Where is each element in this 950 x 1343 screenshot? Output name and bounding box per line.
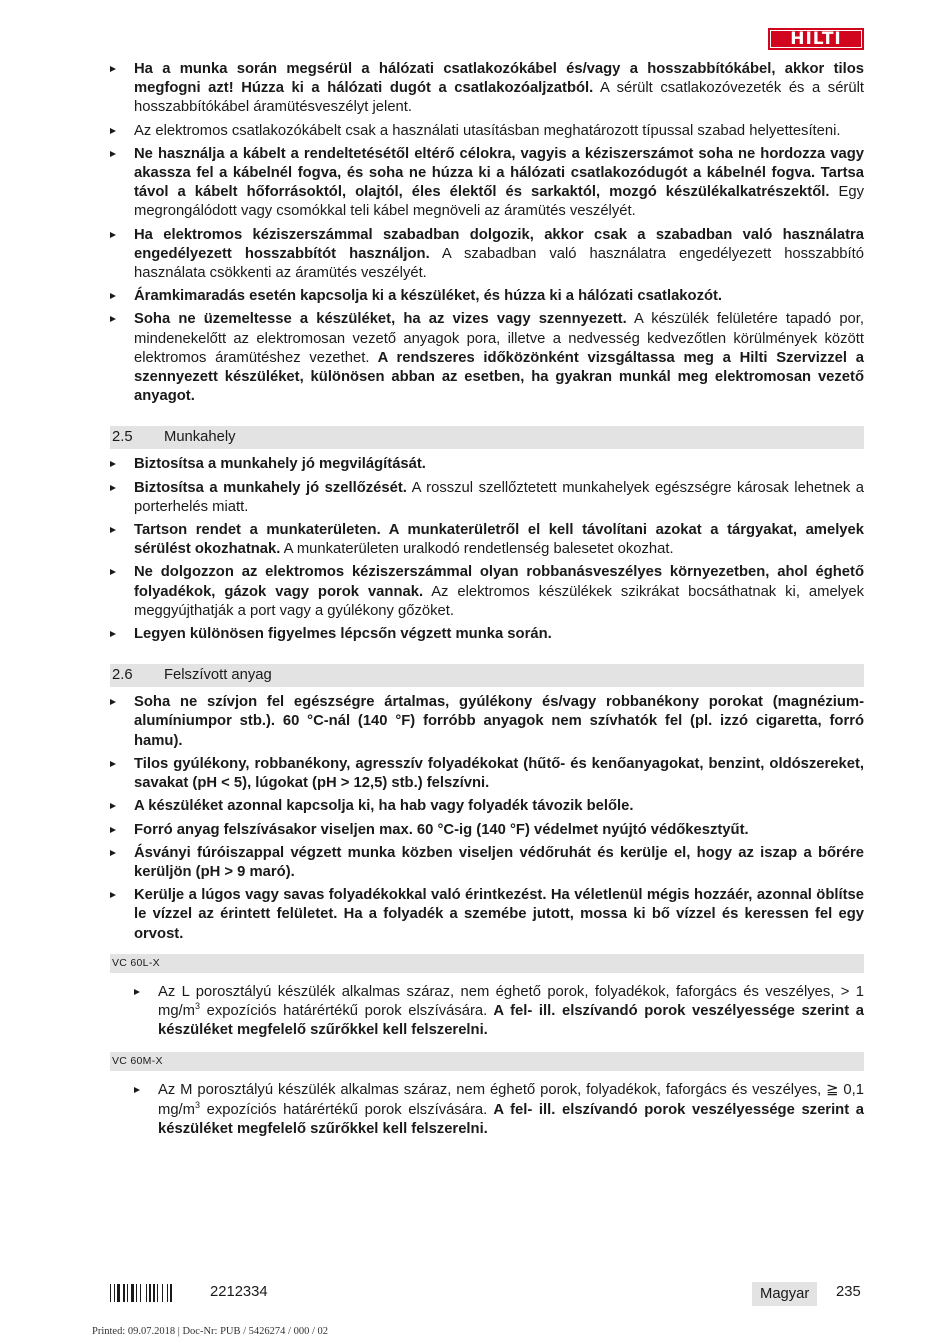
page-footer: [110, 1282, 864, 1306]
bullet-triangle-icon: [110, 631, 116, 637]
bullet-triangle-icon: [110, 232, 116, 238]
list-item: Ásványi fúróiszappal végzett munka közben viseljen védőruhát és kerülje el, hogy az iszap a bőrére kerüljön (pH > 9 maró).: [110, 844, 864, 882]
barcode-stripe: [167, 1284, 168, 1302]
language-label: Magyar: [752, 1282, 817, 1306]
barcode-stripe: [131, 1284, 134, 1302]
barcode-stripe: [114, 1284, 115, 1302]
list-item: Az L porosztályú készülék alkalmas száraz, nem éghető porok, folyadékok, faforgács és veszélyes, > 1 $mg/m^3$ expozíciós határértékű porok elszívására. A fel- ill. elszívandó porok veszélyessége szerint a készüléket megfelelő szűrőkkel kell felszerelni.: [134, 983, 864, 1041]
section-heading-suctioned-material: [110, 664, 864, 687]
list-item: Tilos gyúlékony, robbanékony, agresszív folyadékokat (hűtő- és kenőanyagokat, benzint, oldószereket, savakat (pH < 5), lúgokat (pH > 12,5) stb.) felszívni.: [110, 755, 864, 793]
barcode-stripe: [153, 1284, 155, 1302]
bullet-triangle-icon: [110, 151, 116, 157]
bullet-triangle-icon: [110, 128, 116, 134]
list-item: Ha elektromos kéziszerszámmal szabadban dolgozik, akkor csak a szabadban való használatra engedélyezett hosszabbítót használjon. A szabadban való használatra engedélyezett hosszabbító használata csökkenti az áramütés veszélyét.: [110, 226, 864, 284]
list-item: Ha a munka során megsérül a hálózati csatlakozókábel és/vagy a hosszabbítókábel, akkor tilos megfogni azt! Húzza ki a hálózati dugót a csatlakozóaljzatból. A sérült csatlakozóvezeték és a sérült hosszabbítókábel áramütésveszélyt jelent.: [110, 60, 864, 118]
barcode-stripe: [157, 1284, 158, 1302]
barcode-stripe: [117, 1284, 120, 1302]
list-item: Tartson rendet a munkaterületen. A munkaterületről el kell távolítani azokat a tárgyakat, amelyek sérülést okozhatnak. A munkaterületen uralkodó rendetlenség balesetet okozhat.: [110, 521, 864, 559]
bullet-triangle-icon: [110, 892, 116, 898]
bullet-triangle-icon: [110, 66, 116, 72]
list-item: A készüléket azonnal kapcsolja ki, ha hab vagy folyadék távozik belőle.: [110, 797, 864, 816]
bullet-triangle-icon: [110, 827, 116, 833]
list-item: Legyen különösen figyelmes lépcsőn végzett munka során.: [110, 625, 864, 644]
list-item: Soha ne szívjon fel egészségre ártalmas, gyúlékony és/vagy robbanékony porokat (magnézium-alumíniumpor stb.). 60 °C-nál (140 °F) forróbb anyagok nem szívhatók fel (pl. izzó cigaretta, forró hamu).: [110, 693, 864, 751]
bullet-triangle-icon: [110, 761, 116, 767]
barcode-stripe: [123, 1284, 125, 1302]
section-number: 2.5: [112, 429, 133, 446]
model-label-vc60l: VC 60L-X: [110, 954, 864, 973]
bullet-triangle-icon: [110, 293, 116, 299]
barcode-stripe: [170, 1284, 172, 1302]
section-title: Felszívott anyag: [164, 667, 272, 684]
bullet-triangle-icon: [110, 803, 116, 809]
bullet-triangle-icon: [110, 316, 116, 322]
barcode-stripe: [162, 1284, 163, 1302]
barcode-stripe: [149, 1284, 151, 1302]
list-item: Áramkimaradás esetén kapcsolja ki a készüléket, és húzza ki a hálózati csatlakozót.: [110, 287, 864, 306]
document-number: 2212334: [210, 1284, 268, 1300]
section-title: Munkahely: [164, 429, 236, 446]
bullet-triangle-icon: [110, 485, 116, 491]
list-item: Biztosítsa a munkahely jó megvilágítását.: [110, 455, 864, 474]
bullet-triangle-icon: [134, 1087, 140, 1093]
section-number: 2.6: [112, 667, 133, 684]
barcode-stripe: [146, 1284, 147, 1302]
print-info: Printed: 09.07.2018 | Doc-Nr: PUB / 5426274 / 000 / 02: [92, 1326, 329, 1337]
page-number: 235: [836, 1284, 861, 1300]
intro-bullet-list: [110, 60, 864, 406]
page-content: [110, 60, 864, 1143]
hilti-logo: HILTI: [768, 28, 864, 50]
list-item: Forró anyag felszívásakor viseljen max. 60 °C-ig (140 °F) védelmet nyújtó védőkesztyűt.: [110, 821, 864, 840]
barcode-icon: [110, 1284, 190, 1302]
list-item: Biztosítsa a munkahely jó szellőzését. A rosszul szellőztetett munkahelyek egészségre károsak lehetnek a porterhelés miatt.: [110, 479, 864, 517]
bullet-triangle-icon: [110, 527, 116, 533]
section-heading-workplace: [110, 426, 864, 449]
bullet-triangle-icon: [110, 699, 116, 705]
bullet-triangle-icon: [134, 989, 140, 995]
bullet-triangle-icon: [110, 569, 116, 575]
list-item: Ne dolgozzon az elektromos kéziszerszámmal olyan robbanásveszélyes környezetben, ahol éghető folyadékok, gázok vagy porok vannak. Az elektromos készülékek szikrákat bocsáthatnak ki, amelyek meggyújthatják a port vagy a gyúlékony gőzöket.: [110, 563, 864, 621]
model-label-vc60m: VC 60M-X: [110, 1052, 864, 1071]
list-item: Az elektromos csatlakozókábelt csak a használati utasításban meghatározott típussal szabad helyettesíteni.: [110, 122, 864, 141]
list-item: Soha ne üzemeltesse a készüléket, ha az vizes vagy szennyezett. A készülék felületére tapadó por, mindenekelőtt az elektromosan vezető anyagok pora, illetve a nedvesség kedvezőtlen körülmények között elektromos áramütéshez vezethet. A rendszeres időközönként vizsgáltassa meg a Hilti Szervizzel a szennyezett készüléket, különösen abban az esetben, ha gyakran munkál meg elektromosan vezető anyagot.: [110, 310, 864, 406]
barcode-stripe: [136, 1284, 137, 1302]
list-item: Az M porosztályú készülék alkalmas száraz, nem éghető porok, folyadékok, faforgács és veszélyes, ≧ 0,1 $mg/m^3$ expozíciós határértékű porok elszívására. A fel- ill. elszívandó porok veszélyessége szerint a készüléket megfelelő szűrőkkel kell felszerelni.: [134, 1081, 864, 1139]
bullet-triangle-icon: [110, 461, 116, 467]
workplace-bullet-list: [110, 455, 864, 644]
barcode-stripe: [110, 1284, 111, 1302]
bullet-triangle-icon: [110, 850, 116, 856]
list-item: Ne használja a kábelt a rendeltetésétől eltérő célokra, vagyis a kéziszerszámot soha ne hordozza vagy akassza fel a kábelnél fogva, és soha ne húzza ki a hálózati csatlakozódugót a kábelnél fogva. Tartsa távol a kábelt hőforrásoktól, olajtól, éles élektől és sarkaktól, mozgó készülékalkatrészektől. Egy megrongálódott vagy csomókkal teli kábel megnöveli az áramütés veszélyét.: [110, 145, 864, 222]
barcode-stripe: [140, 1284, 141, 1302]
list-item: Kerülje a lúgos vagy savas folyadékokkal való érintkezést. Ha véletlenül mégis hozzáér, azonnal öblítse le vízzel az érintett felületet. Ha a folyadék a szemébe jutott, mossa ki bő vízzel és keressen fel egy orvost.: [110, 886, 864, 944]
barcode-stripe: [127, 1284, 128, 1302]
material-bullet-list: [110, 693, 864, 943]
